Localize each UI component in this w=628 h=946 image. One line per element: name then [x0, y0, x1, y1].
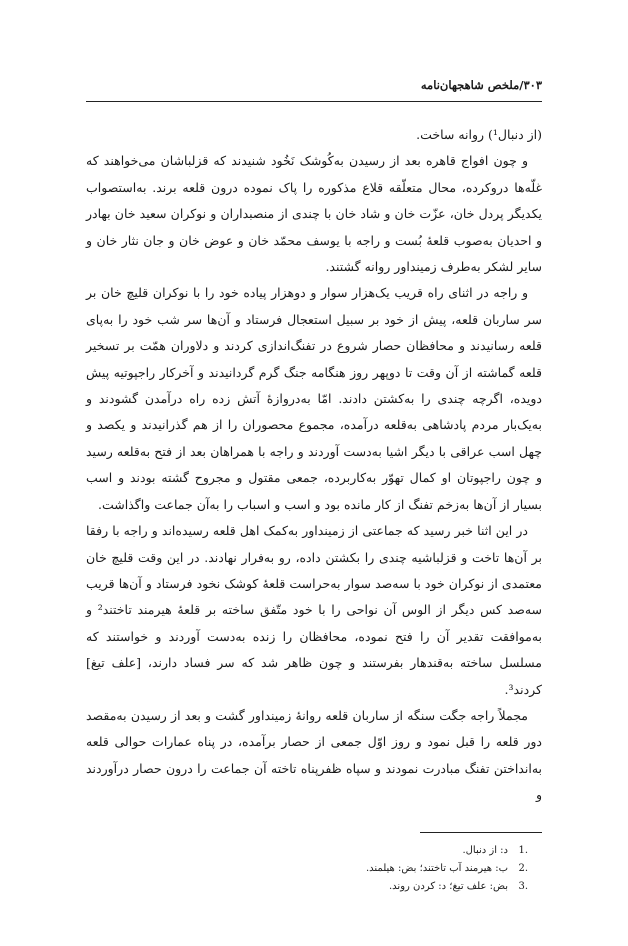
footnote-number: .2 — [518, 863, 528, 874]
running-header: ۳۰۳/ملخص شاهجهان‌نامه — [420, 78, 542, 92]
header-rule — [86, 101, 542, 102]
footnotes — [86, 842, 528, 896]
paragraph: و راجه در اثنای راه قریب یک‌هزار سوار و دوهزار پیاده خود را با نوکران قلیچ خان بر سر ساربان قلعه، پیش از خود بر سبیل استعجال فرستاد و آن‌ها سر شب خود را به‌پای قلعه رسانیدند و محافظان حصار شروع در تفنگ‌اندازی کردند و دلاوران همّت بر تسخیر قلعه گماشته از آن وقت تا دوپهر روز هنگامه جنگ گرم گردانیدند و آخرکار راجپوتیه پیش دویده، اگرچه چندی را به‌کشتن دادند. امّا به‌دروازهٔ آتش زده راه درآمدن گشودند و به‌یک‌بار مردم پادشاهی به‌قلعه درآمده، مجموع محصوران را از هم گذرانیدند و یکصد و چهل اسب عراقی با دیگر اشیا به‌دست آوردند و راجه با همراهان بعد از فتح به‌قلعه رسید و چون راجپوتان او کمال تهوّر به‌کاربرده، جمعی مقتول و مجروح گشته بودند و اسب بسیار از آن‌ها به‌زخم تفنگ از کار مانده بود و اسب و اسباب را به‌آن جماعت واگذاشت. — [86, 285, 542, 512]
footnote-text: د: از دنبال. — [462, 845, 508, 856]
footnote — [86, 878, 528, 896]
paragraph: (از دنبال¹) روانه ساخت. — [416, 127, 542, 142]
footnote — [86, 842, 528, 860]
footnote-text: ب: هیرمند آب تاختند؛ بض: هیلمند. — [365, 863, 508, 874]
paragraph: مجملاً راجه جگت سنگه از ساربان قلعه روانهٔ زمینداور گشت و بعد از رسیدن به‌مقصد دور قلعه را قبل نمود و روز اوّل جمعی از حصار برآمده، در پناه عمارات حوالی قلعه به‌انداختن تفنگ مبادرت نمودند و سپاه ظفرپناه تاخته آن جماعت را درون حصار درآوردند و — [86, 707, 542, 803]
footnote-number: .3 — [518, 881, 528, 892]
footnote-number: .1 — [518, 845, 528, 856]
body-text — [86, 122, 542, 809]
footnote-text: بض: علف تیغ؛ د: کردن روند. — [389, 881, 508, 892]
footnote — [86, 860, 528, 878]
paragraph: در این اثنا خبر رسید که جماعتی از زمینداور به‌کمک اهل قلعه رسیده‌اند و راجه با رفقا بر آن‌ها تاخت و قزلباشیه چندی را بکشتن داده، رو به‌فرار نهادند. در این وقت قلیچ خان معتمدی از نوکران خود با سه‌صد سوار به‌حراست قلعهٔ کوشک نخود فرستاد و آن‌ها قریب سه‌صد کس دیگر از الوس آن نواحی را با خود متّفق ساخته بر قلعهٔ هیرمند تاختند² و به‌موافقت تقدیر آن را فتح نموده، محافظان را زنده به‌دست آوردند و خواستند که مسلسل ساخته به‌قندهار بفرستند و چون ظاهر شد که سر فساد دارند، [علف تیغ] کردند³. — [86, 523, 542, 697]
paragraph: و چون افواج قاهره بعد از رسیدن به‌کُوشک نَخُود شنیدند که قزلباشان می‌خواهند که غلّه‌ها درو‌کرده، محال متعلّقه قلاع مذکوره را پاک نموده درون قلعه برند. به‌استصواب یکدیگر پردل خان، عزّت خان و شاد خان با چندی از منصبداران و نوکران سعید خان بهادر و احدیان به‌صوب قلعهٔ بُست و راجه با یوسف محمّد خان و عوض خان و جان نثار خان و سایر لشکر به‌طرف زمینداور روانه گشتند. — [86, 153, 542, 275]
footnote-rule — [420, 832, 542, 833]
